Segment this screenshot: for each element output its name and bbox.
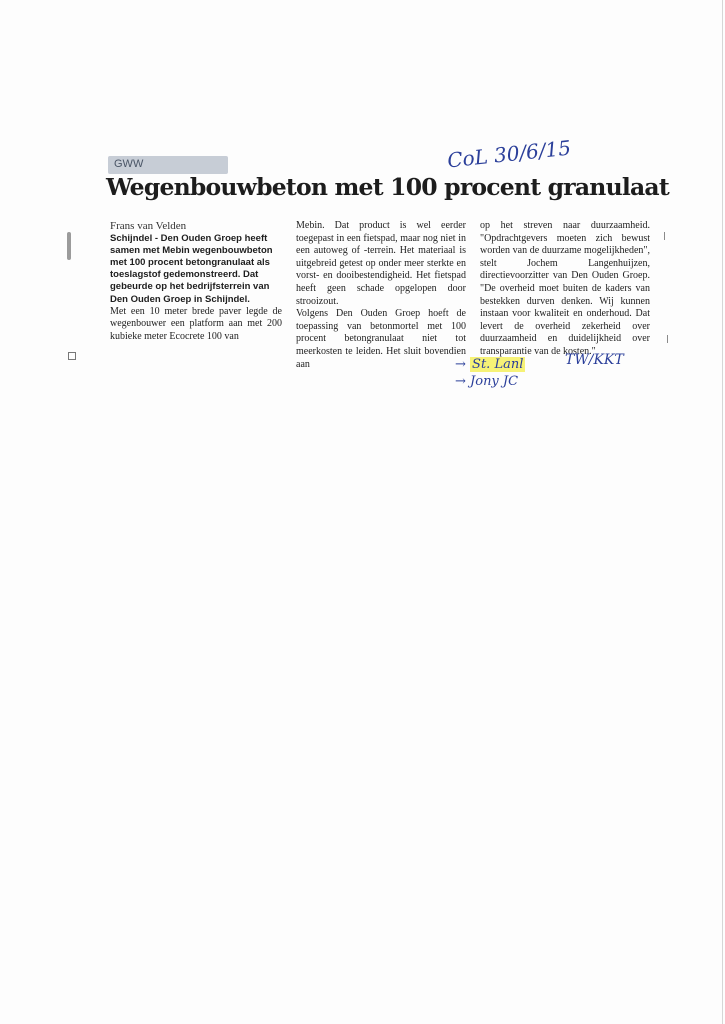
section-tag	[108, 156, 228, 174]
handwritten-routing-code: TW/KKT	[565, 352, 624, 368]
handwritten-routing-note: → Jony JC	[455, 374, 519, 389]
arrow-icon: →	[455, 357, 466, 372]
intro-paragraph: Schijndel - Den Ouden Groep heeft samen met Mebin wegenbouwbeton met 100 procent betongranulaat als toeslagstof gedemonstreerd. Dat gebeurde op het bedrijfsterrein van Den Ouden Groep in Schijndel.	[110, 232, 273, 305]
handwritten-routing-note	[455, 357, 525, 372]
binder-hole-mark	[67, 232, 71, 260]
handwritten-date-note: CoL 30/6/15	[446, 135, 573, 173]
article-column-1	[110, 220, 282, 344]
article-column-2	[296, 220, 466, 371]
scan-edge	[722, 0, 723, 1024]
newspaper-clipping	[96, 140, 670, 370]
body-paragraph: op het streven naar duurzaamheid. "Opdrachtgevers moeten zich bewust worden van de duurzame mogelijkheden", stelt Jochem Langenhuijzen, directievoorzitter van Den Ouden Groep. "De overheid moet buiten de kaders van bestekken durven denken. Wij kunnen instaan voor kwaliteit en onderhoud. Dat levert de overheid zekerheid over duurzaamheid en duidelijkheid over transparantie van de kosten."	[480, 220, 650, 357]
body-paragraph: Met een 10 meter brede paver legde de wegenbouwer een platform aan met 200 kubieke meter Ecocrete 100 van	[110, 305, 282, 342]
byline: Frans van Velden	[110, 220, 187, 232]
section-tag-label: GWW	[114, 158, 144, 170]
article-column-3	[480, 220, 650, 359]
scan-artifact-mark	[68, 352, 76, 360]
highlighted-routing-name: St. Lanl	[472, 357, 524, 372]
body-paragraph: Mebin. Dat product is wel eerder toegepast in een fietspad, maar nog niet in een autoweg of -terrein. Het materiaal is uitgebreid getest op onder meer sterkte en vorst- en dooibestendigheid. Het fietspad heeft geen schade opgelopen door strooizout.	[296, 220, 466, 307]
headline: Wegenbouwbeton met 100 procent granulaat	[106, 173, 669, 201]
body-paragraph: Volgens Den Ouden Groep hoeft de toepassing van betonmortel met 100 procent betongranulaat niet tot meerkosten te leiden. Het sluit bovendien aan	[296, 308, 466, 370]
